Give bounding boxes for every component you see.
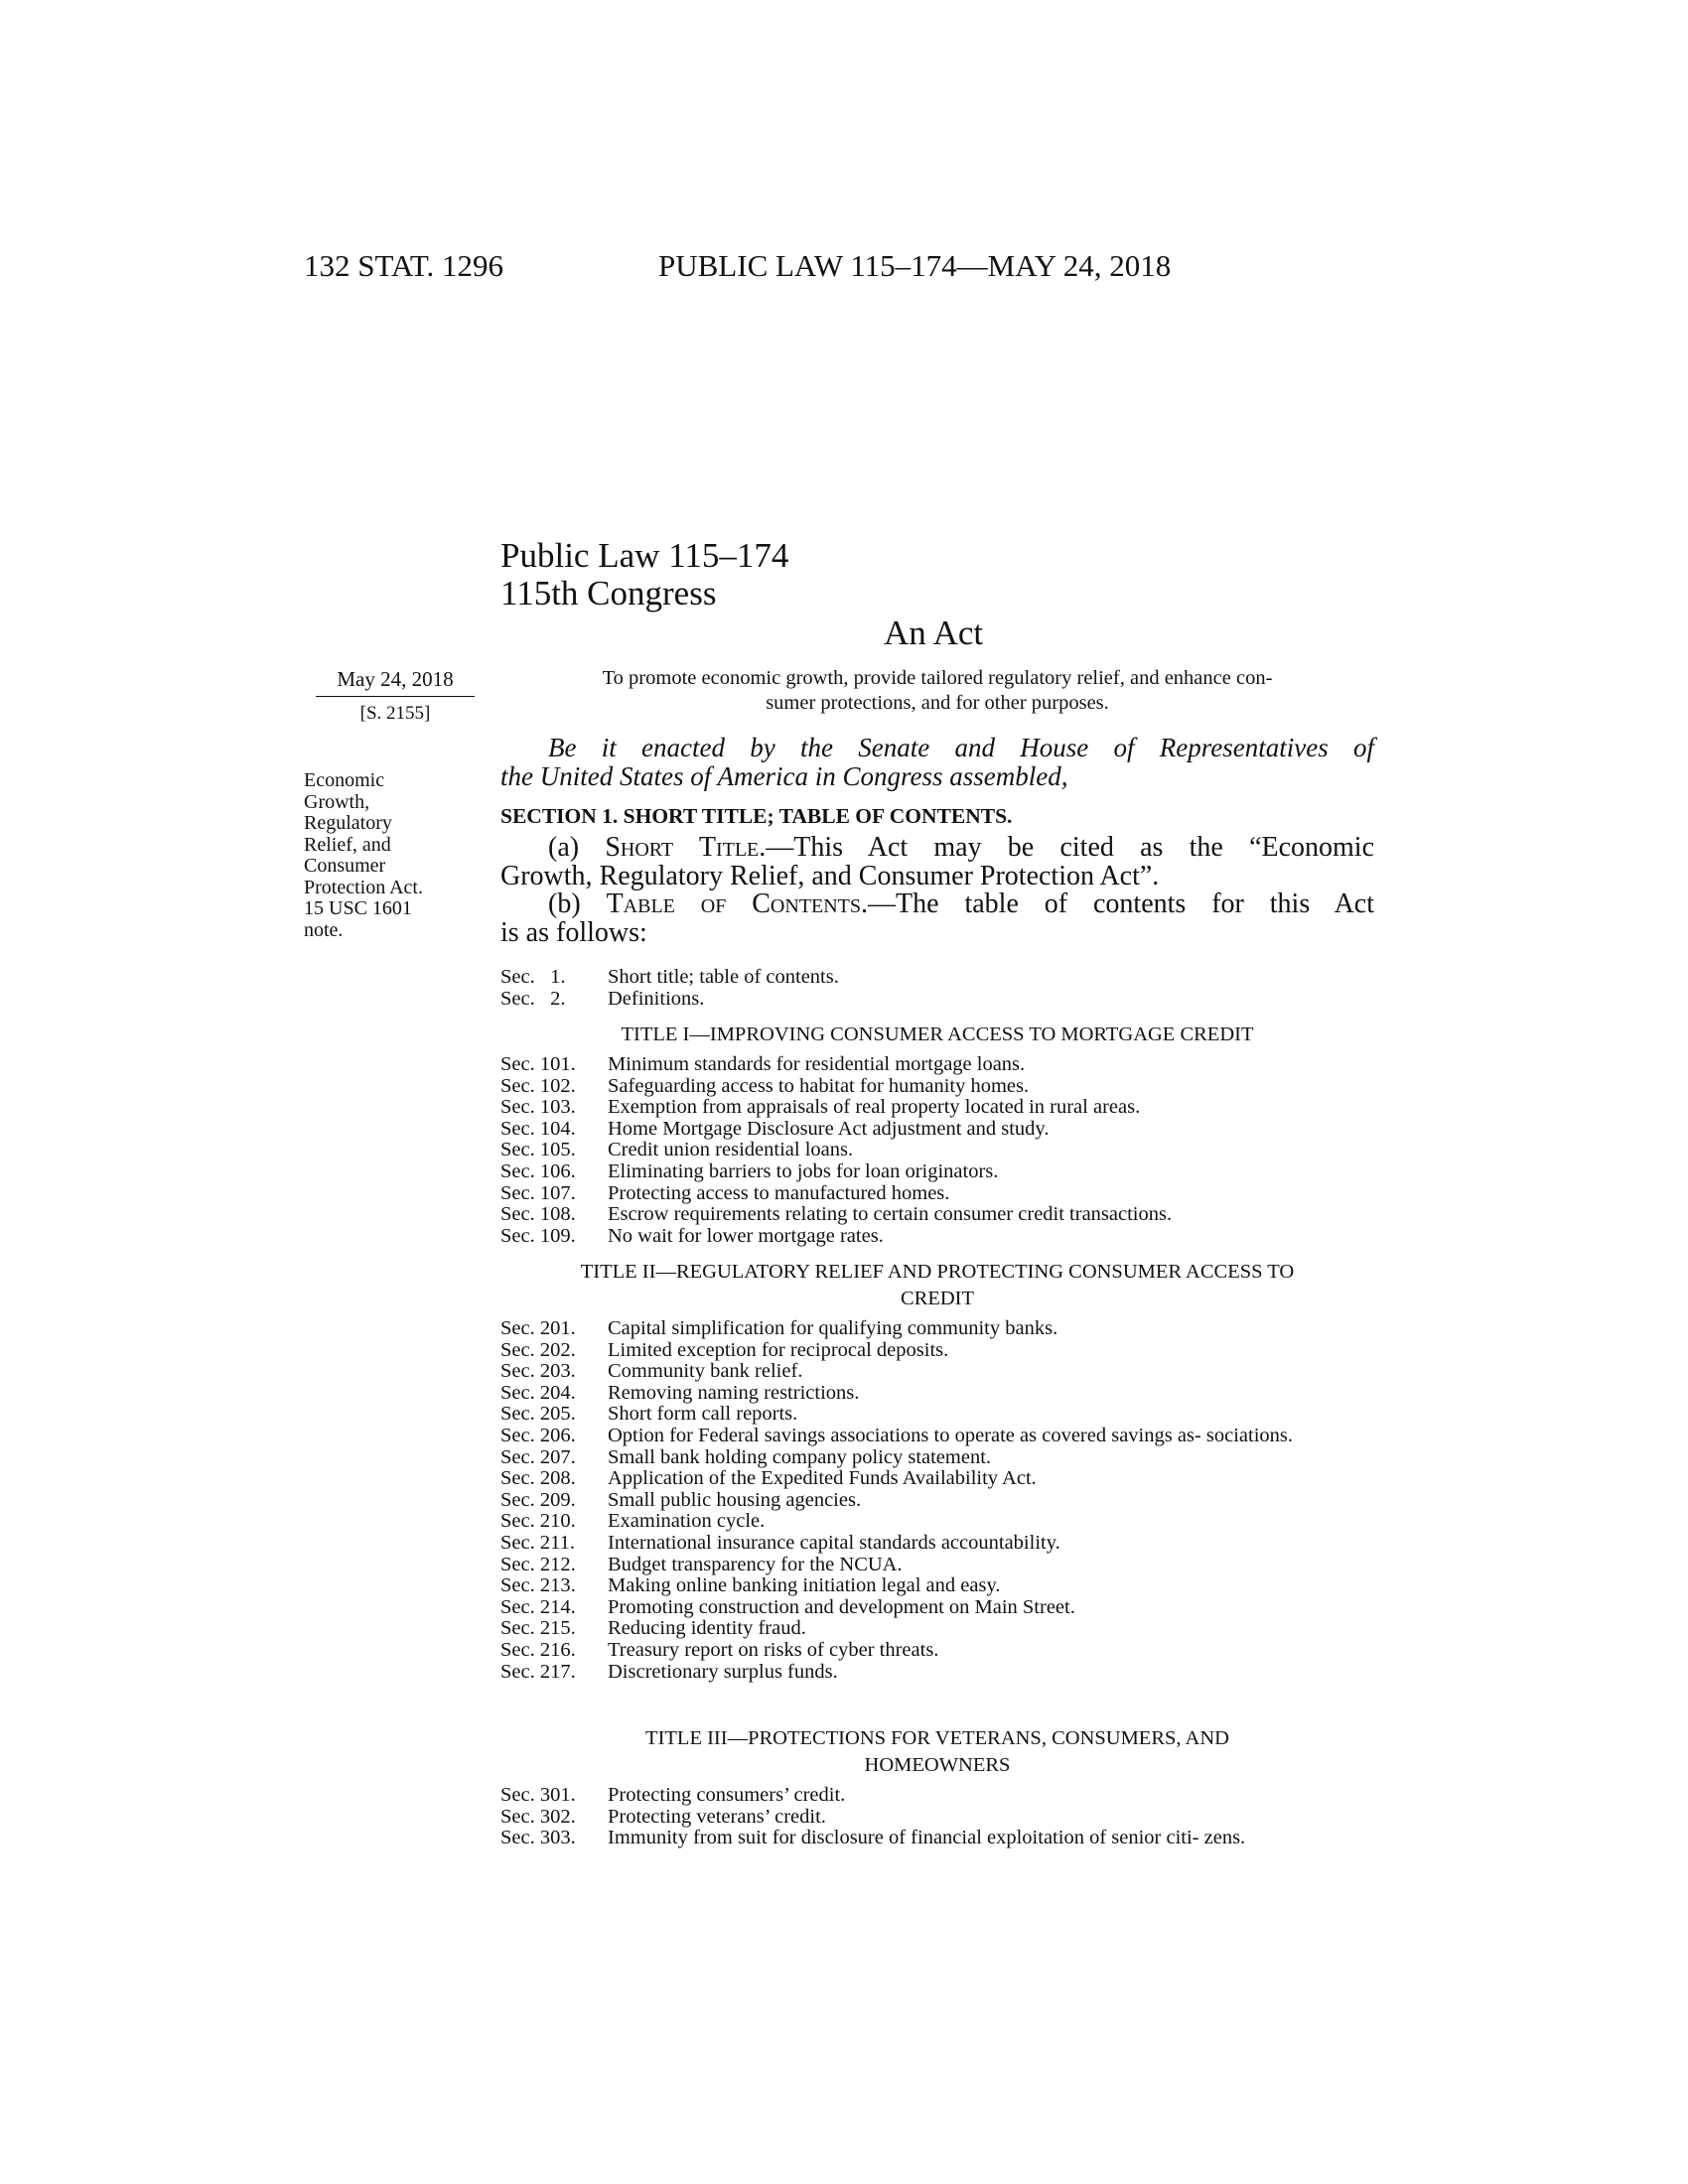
toc-item-text: Short form call reports. [608,1403,798,1426]
toc-item-text: No wait for lower mortgage rates. [608,1224,884,1247]
toc-item-number: Sec. 109. [500,1224,576,1247]
toc-item-number: Sec. 105. [500,1139,576,1161]
toc-item-text: Treasury report on risks of cyber threats. [608,1638,939,1661]
toc-title-ii-heading [500,1259,1374,1312]
subsection-a [500,834,1374,890]
toc-item-number: Sec. 108. [500,1203,576,1226]
toc-item-text: Application of the Expedited Funds Availability Act. [608,1467,1037,1490]
margin-note-line: 15 USC 1601 [304,897,412,919]
margin-bill-number: [S. 2155] [359,703,431,724]
section-heading: SECTION 1. SHORT TITLE; TABLE OF CONTENTS. [500,804,1013,828]
subsection-a-label: (a) [548,832,580,863]
toc-title-ii-heading-line: TITLE II—REGULATORY RELIEF AND PROTECTING CONSUMER ACCESS TO [580,1261,1295,1283]
toc-item [500,1204,1374,1226]
toc-item-number: Sec. 209. [500,1488,576,1511]
toc-item-number: Sec. 203. [500,1360,576,1383]
toc-item-number: Sec. 1. [500,966,566,988]
toc-item-number: Sec. 214. [500,1595,576,1618]
margin-note-line: Growth, [304,790,370,813]
toc-item-number: Sec. 207. [500,1445,576,1468]
toc-item-text: Credit union residential loans. [608,1139,854,1161]
toc-item [500,1575,1374,1597]
toc-item-number: Sec. 303. [500,1827,576,1849]
toc-item-text: Budget transparency for the NCUA. [608,1553,903,1575]
congress: 115th Congress [500,574,717,613]
subsection-b-line: is as follows: [500,916,647,948]
toc-item-text: Minimum standards for residential mortgage loans. [608,1053,1026,1075]
toc-item [500,1447,1374,1469]
subsection-a-line: Growth, Regulatory Relief, and Consumer Protection Act”. [500,860,1160,891]
toc-item-number: Sec. 217. [500,1660,576,1683]
running-head-title: PUBLIC LAW 115–174—MAY 24, 2018 [658,248,1172,283]
toc-title-iii-heading-line: HOMEOWNERS [864,1754,1011,1776]
toc-item-text: Examination cycle. [608,1510,766,1533]
toc-item-text: Discretionary surplus funds. [608,1660,838,1683]
toc-title-ii-heading-line: CREDIT [900,1288,975,1309]
toc-item-number: Sec. 102. [500,1074,576,1097]
purpose-statement [500,666,1374,716]
toc-item [500,1662,1374,1684]
toc-item-text: Protecting veterans’ credit. [608,1805,826,1828]
toc-item [500,1426,1374,1447]
margin-note-line: Economic [304,769,385,791]
toc-item-text: Immunity from suit for disclosure of financial exploitation of senior citi- zens. [608,1827,1246,1849]
toc-item [500,1183,1374,1205]
toc-item-text: Making online banking initiation legal and easy. [608,1574,1001,1597]
toc-title-iii [500,1785,1374,1849]
toc-item-text: Home Mortgage Disclosure Act adjustment and study. [608,1117,1050,1140]
toc-item [500,1340,1374,1362]
toc-item [500,1511,1374,1533]
toc-item-text: International insurance capital standards accountability. [608,1531,1060,1554]
toc-item-number: Sec. 301. [500,1784,576,1806]
toc-general [500,967,1374,1010]
toc-item-text: Small public housing agencies. [608,1488,862,1511]
toc-item-text: Reducing identity fraud. [608,1617,806,1640]
purpose-line: sumer protections, and for other purposes. [766,692,1109,714]
toc-item-text: Definitions. [608,987,705,1010]
toc-item-number: Sec. 103. [500,1096,576,1119]
toc-item-number: Sec. 210. [500,1510,576,1533]
purpose-line: To promote economic growth, provide tailored regulatory relief, and enhance con- [602,667,1273,689]
toc-item [500,989,1374,1011]
toc-item-text: Community bank relief. [608,1360,803,1383]
act-heading: An Act [884,614,984,652]
subsection-b-text: .—The table of contents for this Act [861,888,1374,919]
toc-item-text: Removing naming restrictions. [608,1381,860,1404]
margin-note [304,770,473,941]
toc-title-i-heading: TITLE I—IMPROVING CONSUMER ACCESS TO MORTGAGE CREDIT [621,1024,1254,1045]
toc-item-number: Sec. 216. [500,1638,576,1661]
running-head-statute: 132 STAT. 1296 [304,248,504,283]
toc-item-number: Sec. 213. [500,1574,576,1597]
toc-item [500,1076,1374,1098]
toc-item-text: Small bank holding company policy statement. [608,1445,992,1468]
toc-item [500,967,1374,989]
toc-item-text: Safeguarding access to habitat for humanity homes. [608,1074,1030,1097]
toc-item-number: Sec. 206. [500,1424,576,1446]
toc-title-iii-heading-line: TITLE III—PROTECTIONS FOR VETERANS, CONSUMERS, AND [645,1727,1229,1749]
margin-date: May 24, 2018 [316,667,475,697]
toc-item-number: Sec. 106. [500,1160,576,1182]
toc-item [500,1361,1374,1383]
toc-item-text: Escrow requirements relating to certain consumer credit transactions. [608,1203,1173,1226]
toc-item [500,1828,1374,1849]
subsection-b [500,890,1374,947]
enacting-line: Be it enacted by the Senate and House of Representatives of [548,733,1374,762]
subsection-a-line [500,834,1374,863]
subsection-b-label: (b) [548,888,581,919]
toc-item-number: Sec. 101. [500,1053,576,1075]
law-number: Public Law 115–174 [500,536,789,575]
margin-note-line: Consumer [304,855,386,877]
enacting-clause [500,734,1374,791]
toc-title-i [500,1054,1374,1247]
toc-item-text: Eliminating barriers to jobs for loan originators. [608,1160,999,1182]
toc-item [500,1054,1374,1076]
toc-item [500,1119,1374,1141]
subsection-a-caption: Short Title [605,832,760,863]
toc-item-number: Sec. 211. [500,1531,575,1554]
margin-note-line: Relief, and [304,833,391,856]
toc-item [500,1640,1374,1662]
toc-item-text: Protecting consumers’ credit. [608,1784,846,1806]
toc-item-text: Exemption from appraisals of real property located in rural areas. [608,1096,1141,1119]
toc-item-number: Sec. 201. [500,1317,576,1339]
toc-item [500,1807,1374,1829]
toc-item-number: Sec. 202. [500,1338,576,1361]
toc-item [500,1318,1374,1340]
toc-item [500,1383,1374,1405]
toc-item [500,1468,1374,1490]
toc-item [500,1140,1374,1161]
toc-item [500,1597,1374,1619]
toc-item-number: Sec. 215. [500,1617,576,1640]
toc-title-iii-heading [500,1725,1374,1779]
toc-item-number: Sec. 302. [500,1805,576,1828]
enacting-line: the United States of America in Congress assembled, [500,761,1068,791]
toc-title-ii [500,1318,1374,1683]
margin-note-line: Regulatory [304,812,392,834]
toc-item [500,1226,1374,1248]
toc-item [500,1618,1374,1640]
toc-item [500,1533,1374,1555]
margin-note-line: note. [304,918,344,941]
toc-item [500,1097,1374,1119]
toc-item [500,1555,1374,1576]
toc-item-text: Option for Federal savings associations to operate as covered savings as- sociations. [608,1424,1293,1446]
margin-note-line: Protection Act. [304,876,423,898]
toc-item [500,1161,1374,1183]
toc-item [500,1404,1374,1426]
subsection-b-line [500,890,1374,919]
toc-item-number: Sec. 208. [500,1467,576,1490]
toc-item-number: Sec. 2. [500,987,566,1010]
toc-item-text: Protecting access to manufactured homes. [608,1181,950,1204]
subsection-b-caption: Table of Contents [606,888,862,919]
toc-item-number: Sec. 205. [500,1403,576,1426]
toc-item-text: Promoting construction and development on Main Street. [608,1595,1075,1618]
toc-item-number: Sec. 204. [500,1381,576,1404]
toc-item [500,1785,1374,1807]
toc-item [500,1490,1374,1512]
toc-item-number: Sec. 104. [500,1117,576,1140]
toc-item-text: Limited exception for reciprocal deposits. [608,1338,949,1361]
toc-item-number: Sec. 212. [500,1553,576,1575]
subsection-a-text: .—This Act may be cited as the “Economic [759,832,1375,863]
toc-item-text: Short title; table of contents. [608,966,839,988]
toc-item-text: Capital simplification for qualifying community banks. [608,1317,1058,1339]
toc-item-number: Sec. 107. [500,1181,576,1204]
